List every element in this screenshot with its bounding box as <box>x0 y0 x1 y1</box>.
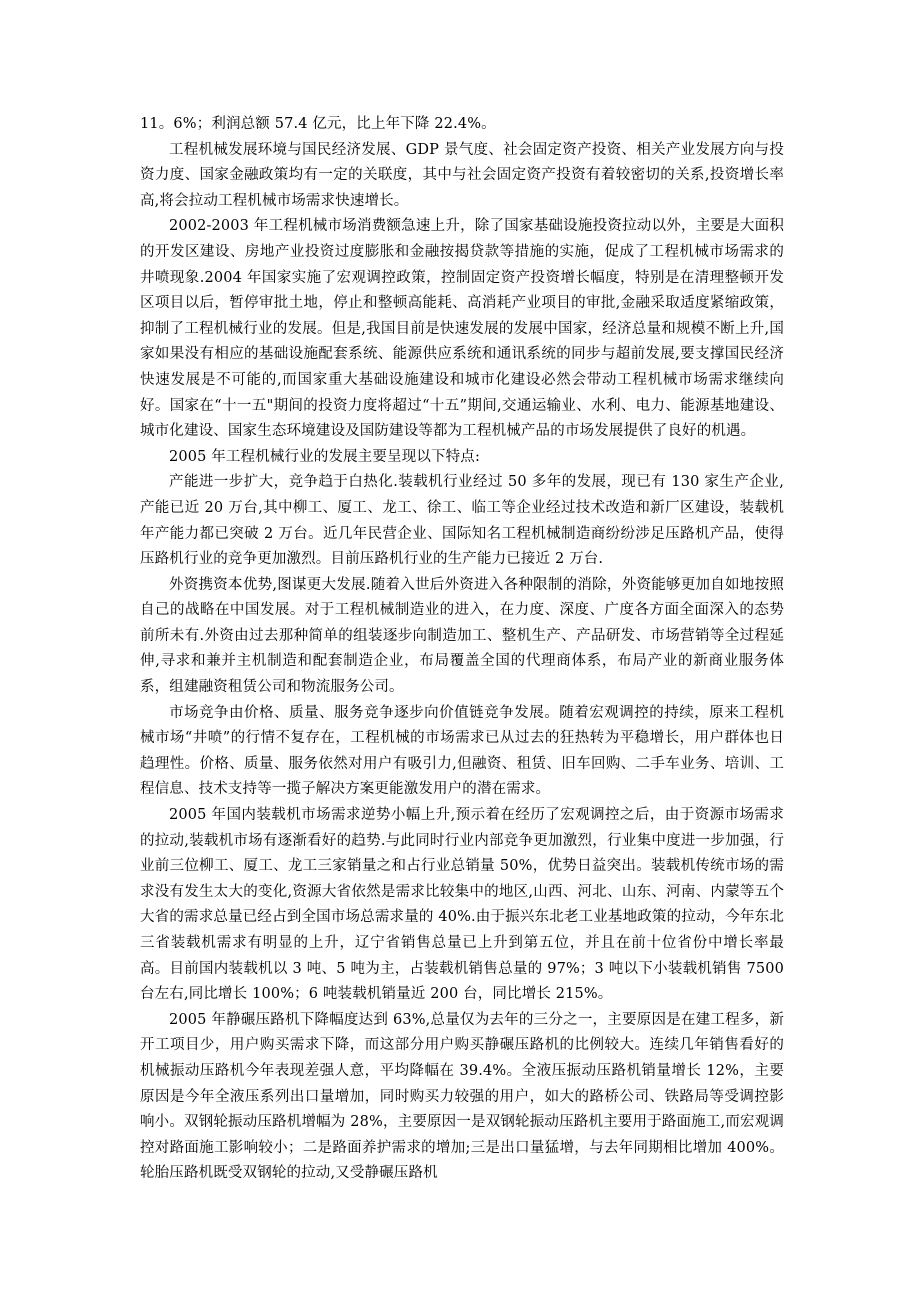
paragraph-1: 11。6%；利润总额 57.4 亿元，比上年下降 22.4%。 <box>140 116 496 132</box>
paragraph-3: 2002-2003 年工程机械市场消费额急速上升，除了国家基础设施投资拉动以外，主要是大面积的开发区建设、房地产业投资过度膨胀和金融按揭贷款等措施的实施，促成了工程机械市场需求的井喷现象.2004 年国家实施了宏观调控政策，控制固定资产投资增长幅度，特别是在清理整顿开发区项目以后，暂停审批土地，停止和整顿高能耗、高消耗产业项目的审批,金融采取适度紧缩政策，抑制了工程机械行业的发展。但是,我国目前是快速发展的发展中国家，经济总量和规模不断上升,国家如果没有相应的基础设施配套系统、能源供应系统和通讯系统的同步与超前发展,要支撑国民经济快速发展是不可能的,而国家重大基础设施建设和城市化建设必然会带动工程机械市场需求继续向好。国家在“十一五"期间的投资力度将超过“十五”期间,交通运输业、水利、电力、能源基地建设、城市化建设、国家生态环境建设及国防建设等都为工程机械产品的市场发展提供了良好的机遇。 <box>140 218 784 440</box>
paragraph-4: 2005 年工程机械行业的发展主要呈现以下特点: <box>169 448 480 465</box>
paragraph-8: 2005 年国内装载机市场需求逆势小幅上升,预示着在经历了宏观调控之后，由于资源市场需求的拉动,装载机市场有逐渐看好的趋势.与此同时行业内部竞争更加激烈，行业集中度进一步加强，行业前三位柳工、厦工、龙工三家销量之和占行业总销量 50%，优势日益突出。装载机传统市场的需求没有发生太大的变化,资源大省依然是需求比较集中的地区,山西、河北、山东、河南、内蒙等五个大省的需求总量已经占到全国市场总需求量的 40%.由于振兴东北老工业基地政策的拉动，今年东北三省装载机需求有明显的上升，辽宁省销售总量已上升到第五位，并且在前十位省份中增长率最高。目前国内装载机以 3 吨、5 吨为主，占装载机销售总量的 97%；3 吨以下小装载机销售 7500 台左右,同比增长 100%；6 吨装载机销量近 200 台，同比增长 215%。 <box>140 807 784 1003</box>
paragraph-5: 产能进一步扩大，竞争趋于白热化.装载机行业经过 50 多年的发展，现已有 130 家生产企业,产能已近 20 万台,其中柳工、厦工、龙工、徐工、临工等企业经过技术改造和新厂区建设，装载机年产能力都已突破 2 万台。近几年民营企业、国际知名工程机械制造商纷纷涉足压路机产品，使得压路机行业的竞争更加激烈。目前压路机行业的生产能力已接近 2 万台. <box>140 474 784 568</box>
paragraph-9: 2005 年静碾压路机下降幅度达到 63%,总量仅为去年的三分之一，主要原因是在建工程多，新开工项目少，用户购买需求下降，而这部分用户购买静碾压路机的比例较大。连续几年销售看好的机械振动压路机今年表现差强人意，平均降幅在 39.4%。全液压振动压路机销量增长 12%，主要原因是今年全液压系列出口量增加，同时购买力较强的用户，如大的路桥公司、铁路局等受调控影响小。双钢轮振动压路机增幅为 28%，主要原因一是双钢轮振动压路机主要用于路面施工,而宏观调控对路面施工影响较小；二是路面养护需求的增加;三是出口量猛增，与去年同期相比增加 400%。轮胎压路机既受双钢轮的拉动,又受静碾压路机 <box>140 1011 784 1182</box>
document-body <box>140 112 784 1187</box>
paragraph-2: 工程机械发展环境与国民经济发展、GDP 景气度、社会固定资产投资、相关产业发展方向与投资力度、国家金融政策均有一定的关联度，其中与社会固定资产投资有着较密切的关系,投资增长率高,将会拉动工程机械市场需求快速增长。 <box>140 141 784 209</box>
paragraph-7: 市场竞争由价格、质量、服务竞争逐步向价值链竞争发展。随着宏观调控的持续，原来工程机械市场“井喷”的行情不复存在，工程机械的市场需求已从过去的狂热转为平稳增长，用户群体也日趋理性。价格、质量、服务依然对用户有吸引力,但融资、租赁、旧车回购、二手车业务、培训、工程信息、技术支持等一揽子解决方案更能激发用户的潜在需求。 <box>140 704 784 798</box>
paragraph-6: 外资携资本优势,图谋更大发展.随着入世后外资进入各种限制的消除，外资能够更加自如地按照自己的战略在中国发展。对于工程机械制造业的进入，在力度、深度、广度各方面全面深入的态势前所未有.外资由过去那种简单的组装逐步向制造加工、整机生产、产品研发、市场营销等全过程延伸,寻求和兼并主机制造和配套制造企业，布局覆盖全国的代理商体系，布局产业的新商业服务体系，组建融资租赁公司和物流服务公司。 <box>140 576 784 696</box>
